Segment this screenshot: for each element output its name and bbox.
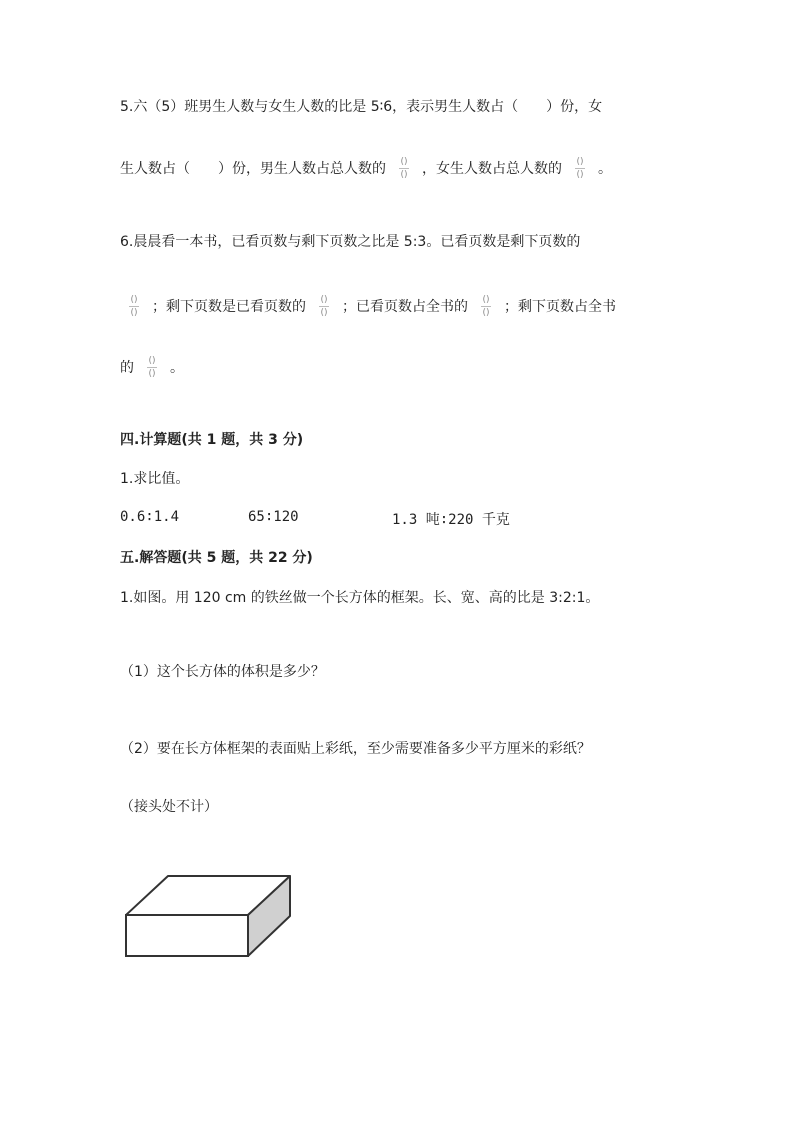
- cuboid-figure: [120, 868, 300, 968]
- answer-fraction-blank: [318, 293, 330, 321]
- q6-line2-b: ；已看页数占全书的: [342, 299, 468, 315]
- fraction-numerator: (): [576, 157, 584, 167]
- section5-q1: 1.如图。用 120 cm 的铁丝做一个长方体的框架。长、宽、高的比是 3:2:1。: [120, 590, 600, 606]
- q6-line1: 6.晨晨看一本书，已看页数与剩下页数之比是 5:3。已看页数是剩下页数的: [120, 234, 581, 250]
- fraction-denominator: (): [320, 308, 328, 318]
- q5-line2-c: 。: [598, 161, 612, 177]
- section4-q1: 1.求比值。: [120, 471, 190, 487]
- answer-fraction-blank: [128, 293, 140, 321]
- section5-sub1: （1）这个长方体的体积是多少？: [120, 664, 325, 680]
- calc-item-1: 0.6∶1.4: [120, 509, 180, 525]
- q6-line2: [124, 293, 616, 321]
- q6-line2-a: ；剩下页数是已看页数的: [152, 299, 306, 315]
- fraction-denominator: (): [130, 308, 138, 318]
- q6-line3-a: 的: [120, 360, 134, 376]
- section5-title: 五.解答题(共 5 题，共 22 分): [120, 550, 313, 566]
- answer-fraction-blank: [398, 155, 410, 183]
- q6-line3: [120, 354, 184, 382]
- answer-fraction-blank: [574, 155, 586, 183]
- q5-line2-a: 生人数占（ ）份，男生人数占总人数的: [120, 161, 386, 177]
- fraction-numerator: (): [148, 356, 156, 366]
- fraction-denominator: (): [400, 170, 408, 180]
- fraction-numerator: (): [130, 295, 138, 305]
- q5-line1: 5.六（5）班男生人数与女生人数的比是 5∶6，表示男生人数占（ ）份，女: [120, 99, 603, 115]
- section4-title: 四.计算题(共 1 题，共 3 分): [120, 432, 304, 448]
- fraction-denominator: (): [482, 308, 490, 318]
- answer-fraction-blank: [480, 293, 492, 321]
- section5-sub2-note: （接头处不计）: [120, 799, 218, 815]
- section5-sub2: （2）要在长方体框架的表面贴上彩纸，至少需要准备多少平方厘米的彩纸？: [120, 741, 591, 757]
- answer-fraction-blank: [146, 354, 158, 382]
- q5-line2: [120, 155, 612, 183]
- fraction-numerator: (): [400, 157, 408, 167]
- fraction-denominator: (): [148, 369, 156, 379]
- calc-item-2: 65∶120: [248, 509, 299, 525]
- cuboid-front-face: [126, 915, 248, 956]
- fraction-numerator: (): [482, 295, 490, 305]
- q5-line2-b: ，女生人数占总人数的: [422, 161, 562, 177]
- calc-item-3: 1.3 吨∶220 千克: [392, 512, 510, 528]
- fraction-numerator: (): [320, 295, 328, 305]
- fraction-denominator: (): [576, 170, 584, 180]
- q6-line2-c: ；剩下页数占全书: [504, 299, 616, 315]
- q6-line3-b: 。: [170, 360, 184, 376]
